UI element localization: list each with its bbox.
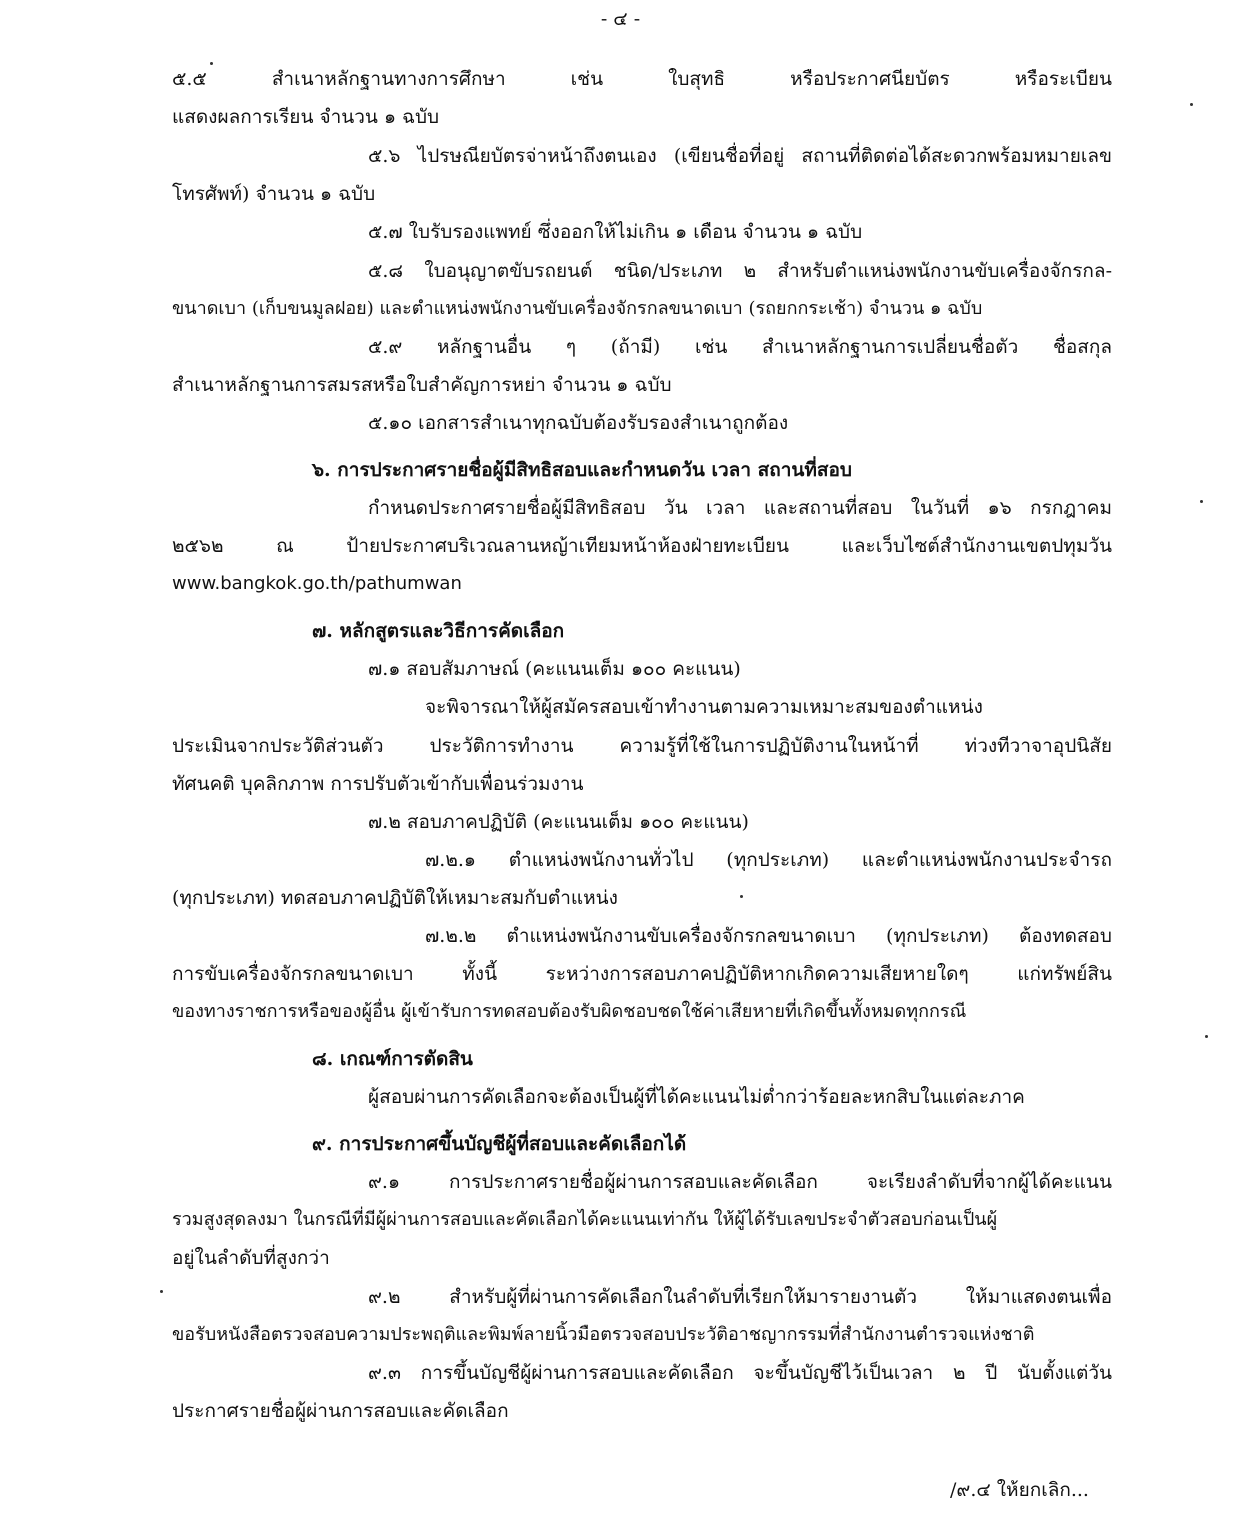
- page-number: - ๔ -: [600, 8, 641, 30]
- section-heading: ๗. หลักสูตรและวิธีการคัดเลือก: [312, 620, 565, 642]
- paragraph-line: ประกาศรายชื่อผู้ผ่านการสอบและคัดเลือก: [172, 1400, 509, 1422]
- paragraph-line: ๕.๖ ไปรษณียบัตรจ่าหน้าถึงตนเอง (เขียนชื่อที่อยู่ สถานที่ติดต่อได้สะดวกพร้อมหมายเลข: [368, 145, 1112, 167]
- scan-speck: [1200, 500, 1203, 503]
- paragraph-line: ๕.๑๐ เอกสารสำเนาทุกฉบับต้องรับรองสำเนาถูกต้อง: [368, 412, 789, 434]
- scan-speck: [160, 1290, 163, 1293]
- paragraph-line: สำเนาหลักฐานการสมรสหรือใบสำคัญการหย่า จำนวน ๑ ฉบับ: [172, 374, 672, 396]
- paragraph-line: ขอรับหนังสือตรวจสอบความประพฤติและพิมพ์ลายนิ้วมือตรวจสอบประวัติอาชญากรรมที่สำนักงานตำรวจแห่งชาติ: [172, 1324, 1035, 1345]
- paragraph-line: ประเมินจากประวัติส่วนตัว ประวัติการทำงาน ความรู้ที่ใช้ในการปฏิบัติงานในหน้าที่ ท่วงทีวาจาอุปนิสัย: [172, 735, 1112, 757]
- paragraph-line: การขับเครื่องจักรกลขนาดเบา ทั้งนี้ ระหว่างการสอบภาคปฏิบัติหากเกิดความเสียหายใดๆ แก่ทรัพย์สิน: [172, 963, 1112, 985]
- paragraph-line: อยู่ในลำดับที่สูงกว่า: [172, 1247, 330, 1269]
- paragraph-line: ของทางราชการหรือของผู้อื่น ผู้เข้ารับการทดสอบต้องรับผิดชอบชดใช้ค่าเสียหายที่เกิดขึ้นทั้งหมดทุกกรณี: [172, 1001, 967, 1022]
- paragraph-line: จะพิจารณาให้ผู้สมัครสอบเข้าทำงานตามความเหมาะสมของตำแหน่ง: [425, 696, 983, 718]
- paragraph-line: ๙.๓ การขึ้นบัญชีผู้ผ่านการสอบและคัดเลือก จะขึ้นบัญชีไว้เป็นเวลา ๒ ปี นับตั้งแต่วัน: [368, 1362, 1112, 1384]
- website-url: www.bangkok.go.th/pathumwan: [172, 573, 462, 594]
- paragraph-line: กำหนดประกาศรายชื่อผู้มีสิทธิสอบ วัน เวลา และสถานที่สอบ ในวันที่ ๑๖ กรกฎาคม: [368, 497, 1112, 519]
- paragraph-line: ๗.๒ สอบภาคปฏิบัติ (คะแนนเต็ม ๑๐๐ คะแนน): [368, 811, 749, 833]
- continuation-note: /๙.๔ ให้ยกเลิก...: [950, 1479, 1089, 1501]
- paragraph-line: ขนาดเบา (เก็บขนมูลฝอย) และตำแหน่งพนักงานขับเครื่องจักรกลขนาดเบา (รถยกกระเช้า) จำนวน ๑ ฉบับ: [172, 298, 983, 319]
- paragraph-line: ๒๕๖๒ ณ ป้ายประกาศบริเวณลานหญ้าเทียมหน้าห้องฝ่ายทะเบียน และเว็บไซต์สำนักงานเขตปทุมวัน: [172, 535, 1112, 557]
- paragraph-line: ๕.๙ หลักฐานอื่น ๆ (ถ้ามี) เช่น สำเนาหลักฐานการเปลี่ยนชื่อตัว ชื่อสกุล: [368, 336, 1112, 358]
- paragraph-line: ทัศนคติ บุคลิกภาพ การปรับตัวเข้ากับเพื่อนร่วมงาน: [172, 773, 584, 795]
- paragraph-line: ผู้สอบผ่านการคัดเลือกจะต้องเป็นผู้ที่ได้คะแนนไม่ต่ำกว่าร้อยละหกสิบในแต่ละภาค: [368, 1086, 1025, 1108]
- paragraph-line: แสดงผลการเรียน จำนวน ๑ ฉบับ: [172, 106, 440, 128]
- paragraph-line: รวมสูงสุดลงมา ในกรณีที่มีผู้ผ่านการสอบและคัดเลือกได้คะแนนเท่ากัน ให้ผู้ได้รับเลขประจำตัวสอบก่อนเป็นผู้: [172, 1209, 998, 1230]
- paragraph-line: ๕.๕ สำเนาหลักฐานทางการศึกษา เช่น ใบสุทธิ หรือประกาศนียบัตร หรือระเบียน: [172, 68, 1112, 90]
- scan-speck: [1190, 103, 1193, 106]
- section-heading: ๙. การประกาศขึ้นบัญชีผู้ที่สอบและคัดเลือกได้: [312, 1133, 687, 1155]
- scan-speck: [740, 895, 743, 898]
- paragraph-line: ๙.๑ การประกาศรายชื่อผู้ผ่านการสอบและคัดเลือก จะเรียงลำดับที่จากผู้ได้คะแนน: [368, 1171, 1112, 1193]
- paragraph-line: โทรศัพท์) จำนวน ๑ ฉบับ: [172, 183, 376, 205]
- paragraph-line: ๗.๒.๑ ตำแหน่งพนักงานทั่วไป (ทุกประเภท) และตำแหน่งพนักงานประจำรถ: [425, 849, 1112, 871]
- scan-speck: [210, 62, 213, 65]
- section-heading: ๘. เกณฑ์การตัดสิน: [312, 1048, 473, 1070]
- paragraph-line: ๗.๒.๒ ตำแหน่งพนักงานขับเครื่องจักรกลขนาดเบา (ทุกประเภท) ต้องทดสอบ: [425, 925, 1112, 947]
- paragraph-line: ๕.๗ ใบรับรองแพทย์ ซึ่งออกให้ไม่เกิน ๑ เดือน จำนวน ๑ ฉบับ: [368, 221, 863, 243]
- section-heading: ๖. การประกาศรายชื่อผู้มีสิทธิสอบและกำหนดวัน เวลา สถานที่สอบ: [312, 459, 852, 481]
- paragraph-line: ๗.๑ สอบสัมภาษณ์ (คะแนนเต็ม ๑๐๐ คะแนน): [368, 658, 741, 680]
- paragraph-line: ๕.๘ ใบอนุญาตขับรถยนต์ ชนิด/ประเภท ๒ สำหรับตำแหน่งพนักงานขับเครื่องจักรกล-: [368, 260, 1112, 282]
- scan-speck: [1205, 1035, 1208, 1038]
- paragraph-line: ๙.๒ สำหรับผู้ที่ผ่านการคัดเลือกในลำดับที่เรียกให้มารายงานตัว ให้มาแสดงตนเพื่อ: [368, 1286, 1112, 1308]
- paragraph-line: (ทุกประเภท) ทดสอบภาคปฏิบัติให้เหมาะสมกับตำแหน่ง: [172, 887, 618, 909]
